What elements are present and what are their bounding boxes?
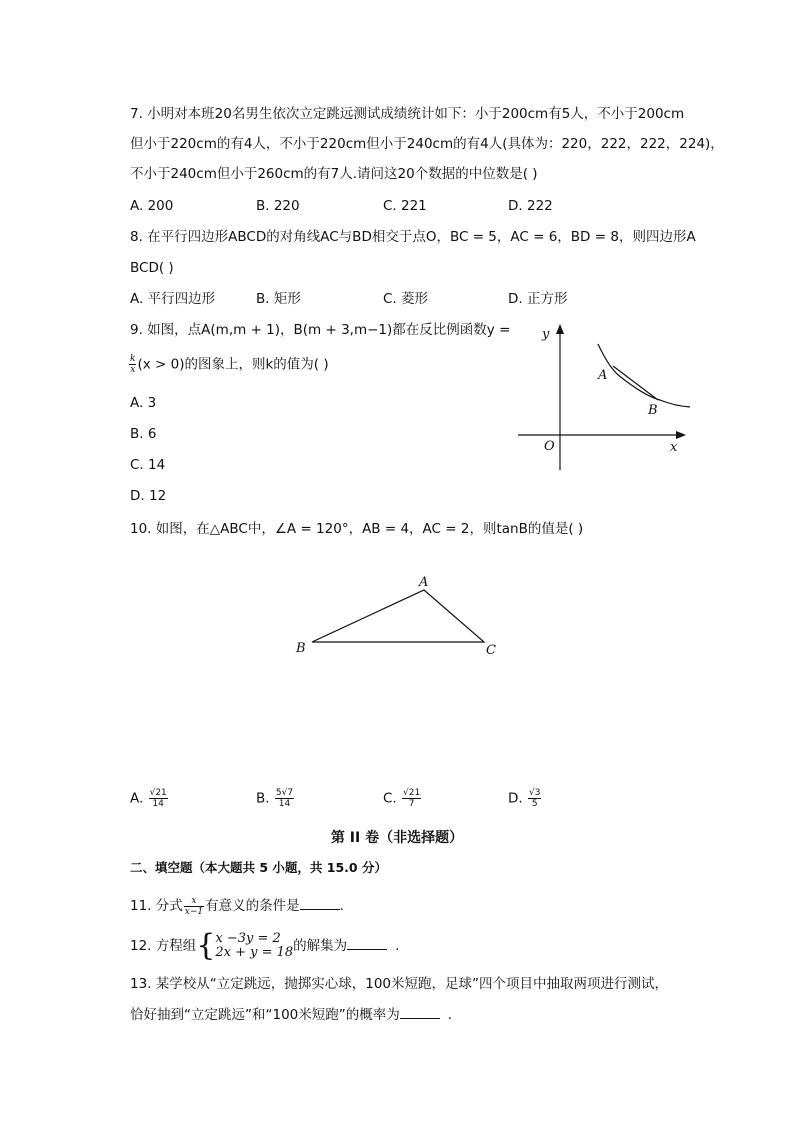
q10-option-c xyxy=(383,788,422,809)
section-title: 第 II 卷（非选择题） xyxy=(330,830,464,846)
q10-option-d xyxy=(508,788,542,809)
q13-line-2-text: 恰好抽到“立定跳远”和“100米短跑”的概率为 xyxy=(130,1007,400,1023)
x-axis-arrow xyxy=(676,431,686,439)
q7-option-a: A. 200 xyxy=(130,198,174,214)
q12-prefix: 12. 方程组 xyxy=(130,938,197,954)
q10-option-a-num: √21 xyxy=(149,788,167,798)
q9-option-b: B. 6 xyxy=(130,426,157,442)
q8-option-a: A. 平行四边形 xyxy=(130,291,216,307)
hyperbola-curve xyxy=(598,344,690,407)
q8-option-c: C. 菱形 xyxy=(383,291,429,307)
section-subtitle: 二、填空题（本大题共 5 小题，共 15.0 分） xyxy=(130,860,387,875)
q9-option-a: A. 3 xyxy=(130,395,157,411)
point-a-label: A xyxy=(598,368,608,383)
q10-option-c-num: √21 xyxy=(403,788,421,798)
q10-option-a-den: 14 xyxy=(152,799,164,809)
q10-option-c-den: 7 xyxy=(408,799,415,809)
q11-frac-bot: x−1 xyxy=(184,906,204,917)
q13-line-1: 13. 某学校从“立定跳远，抛掷实心球，100米短跑，足球”四个项目中抽取两项进行测试， xyxy=(130,976,669,992)
origin-label: O xyxy=(544,439,555,454)
q10-option-d-num: √3 xyxy=(528,788,541,798)
point-b-label: B xyxy=(648,403,658,418)
q9-line-2 xyxy=(128,354,329,375)
q7-option-c: C. 221 xyxy=(383,198,427,214)
q12-line xyxy=(130,928,400,963)
y-axis-label: y xyxy=(542,327,550,342)
q10-triangle-figure xyxy=(290,570,510,665)
vertex-b-label: B xyxy=(296,641,306,656)
q10-option-b-den: 14 xyxy=(278,799,291,809)
q8-line-1: 8. 在平行四边形ABCD的对角线AC与BD相交于点O，BC = 5，AC = 6，BD = 8，则四边形A xyxy=(130,229,696,245)
q12-answer-blank[interactable] xyxy=(347,935,387,950)
q10-option-c-fraction xyxy=(402,788,421,809)
q9-line-2-text: (x > 0)的图象上，则k的值为( ) xyxy=(137,356,329,373)
q12-brace: { xyxy=(196,928,216,963)
q7-option-b: B. 220 xyxy=(256,198,300,214)
vertex-c-label: C xyxy=(486,643,496,658)
vertex-a-label: A xyxy=(419,575,429,590)
q11-suffix: 有意义的条件是 xyxy=(205,898,300,914)
q10-option-b xyxy=(256,788,295,809)
triangle-abc xyxy=(312,590,484,642)
q7-line-1: 7. 小明对本班20名男生依次立定跳远测试成绩统计如下：小于200cm有5人，不小于200cm xyxy=(130,106,685,122)
q9-fraction xyxy=(129,354,136,375)
q13-answer-blank[interactable] xyxy=(400,1004,440,1019)
q10-option-a-fraction xyxy=(149,788,168,809)
q13-line-2 xyxy=(130,1004,452,1025)
q10-option-a xyxy=(130,788,169,809)
q10-option-b-fraction xyxy=(275,788,294,809)
q10-option-d-prefix: D. xyxy=(508,790,523,807)
q10-option-a-prefix: A. xyxy=(130,790,144,807)
q9-option-d: D. 12 xyxy=(130,488,167,504)
q11-frac-top: x xyxy=(184,896,204,907)
y-axis-arrow xyxy=(556,324,564,334)
q12-equation-1: x −3y = 2 xyxy=(215,931,281,946)
q9-option-c: C. 14 xyxy=(130,457,166,473)
q11-end: . xyxy=(339,898,344,914)
q12-equation-2: 2x + y = 18 xyxy=(215,945,294,960)
q11-fraction xyxy=(184,896,204,917)
q8-option-d: D. 正方形 xyxy=(508,291,568,307)
q12-end: . xyxy=(395,938,400,954)
q9-frac-bot: x xyxy=(130,365,136,375)
q7-line-3: 不小于240cm但小于260cm的有7人.请问这20个数据的中位数是( ) xyxy=(130,166,538,182)
q7-line-2: 但小于220cm的有4人，不小于220cm但小于240cm的有4人(具体为：220，222，222，224)， xyxy=(130,136,724,152)
q9-figure xyxy=(510,318,700,478)
q10-option-c-prefix: C. xyxy=(383,790,397,807)
q13-end: . xyxy=(447,1007,453,1023)
q9-frac-top: k xyxy=(130,354,136,364)
q10-option-d-den: 5 xyxy=(531,799,538,809)
q10-option-b-num: 5√7 xyxy=(275,788,294,798)
q11-prefix: 11. 分式 xyxy=(130,898,183,914)
q11-answer-blank[interactable] xyxy=(300,895,340,910)
q11-line xyxy=(130,895,344,917)
q10-option-d-fraction xyxy=(528,788,541,809)
q8-line-2: BCD( ) xyxy=(130,260,174,276)
q7-option-d: D. 222 xyxy=(508,198,553,214)
q9-line-1: 9. 如图，点A(m,m + 1)，B(m + 3,m−1)都在反比例函数y = xyxy=(130,322,511,338)
q12-system xyxy=(215,932,293,960)
q12-suffix: 的解集为 xyxy=(293,938,348,954)
segment-ab xyxy=(613,366,658,400)
q10-option-b-prefix: B. xyxy=(256,790,270,807)
q10-line-1: 10. 如图，在△ABC中，∠A = 120°，AB = 4，AC = 2，则tanB的值是( ) xyxy=(130,521,584,537)
q8-option-b: B. 矩形 xyxy=(256,291,301,307)
x-axis-label: x xyxy=(670,440,678,455)
